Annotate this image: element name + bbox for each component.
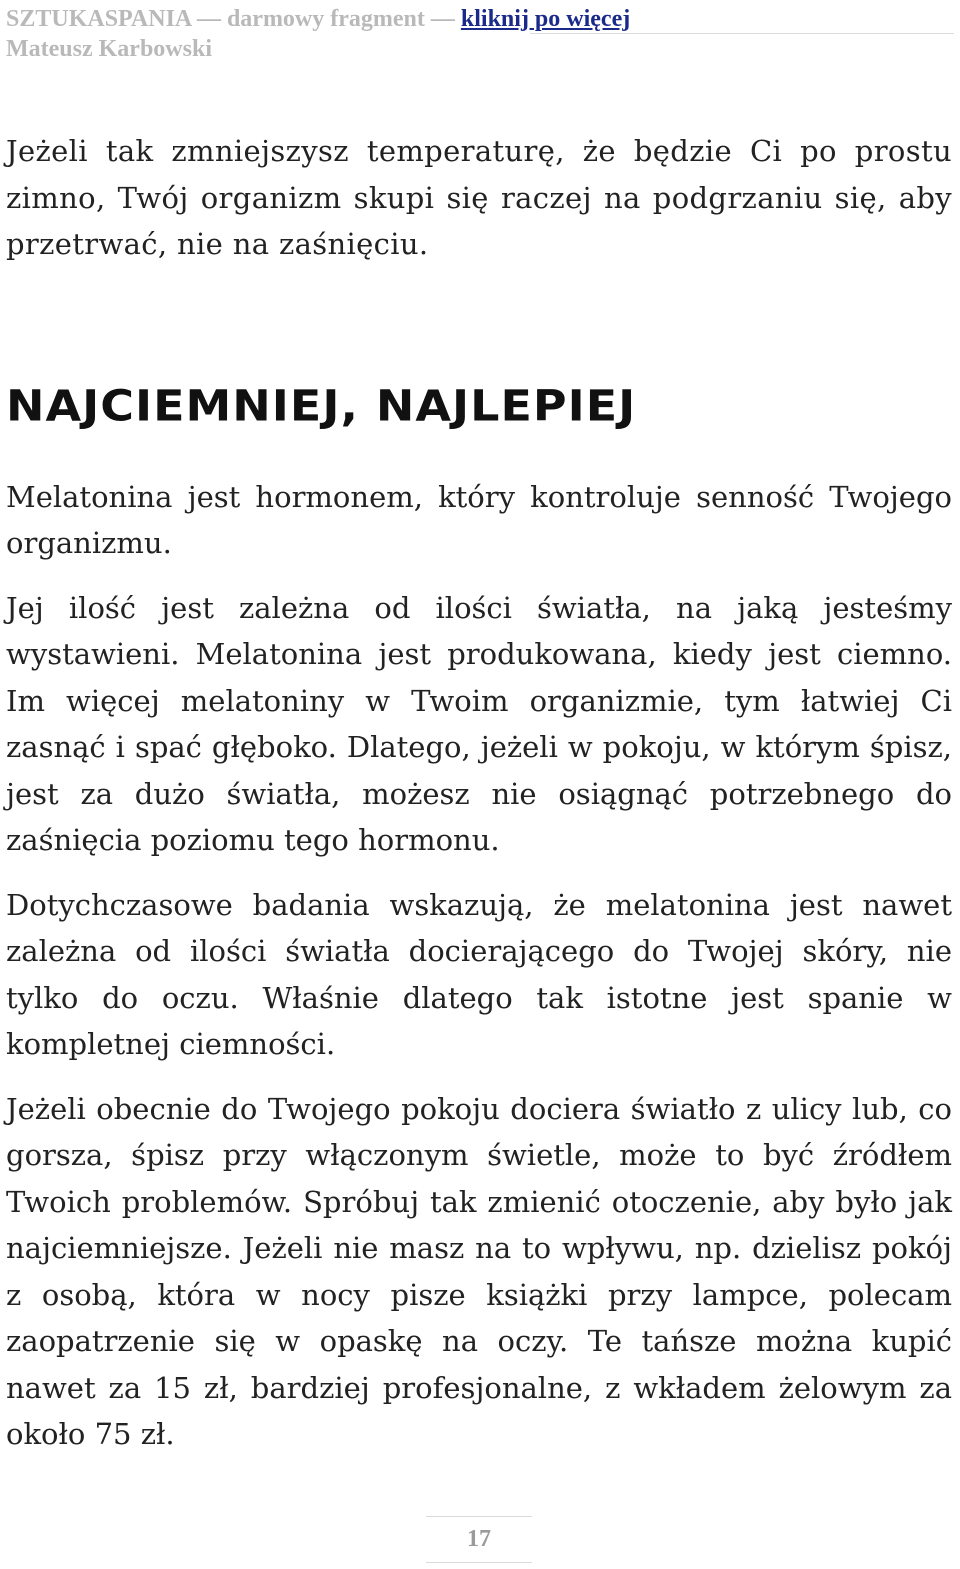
page-number: 17 xyxy=(467,1526,491,1552)
page-content xyxy=(6,128,952,1458)
book-title: SZTUKASPANIA xyxy=(6,6,191,32)
header-divider xyxy=(530,33,954,34)
header-separator: — xyxy=(430,6,455,32)
paragraph: Dotychczasowe badania wskazują, że melatonina jest nawet zależna od ilości światła docierającego do Twojej skóry, nie tylko do oczu. Właśnie dlatego tak istotne jest spanie w kompletnej ciemności. xyxy=(6,887,952,1061)
header-separator: — xyxy=(196,6,221,32)
paragraph: Jeżeli tak zmniejszysz temperaturę, że będzie Ci po prostu zimno, Twój organizm skupi się raczej na podgrzaniu się, aby przetrwać, nie na zaśnięciu. xyxy=(6,134,952,261)
paragraph: Melatonina jest hormonem, który kontroluje senność Twojego organizmu. xyxy=(6,479,952,560)
author-name: Mateusz Karbowski xyxy=(6,36,212,62)
more-link[interactable]: kliknij po więcej xyxy=(460,6,631,32)
header-title-line xyxy=(6,4,954,34)
page-number-top-rule xyxy=(426,1516,532,1517)
page-header xyxy=(6,4,954,64)
paragraph: Jeżeli obecnie do Twojego pokoju dociera światło z ulicy lub, co gorsza, śpisz przy włączonym świetle, może to być źródłem Twoich problemów. Spróbuj tak zmienić otoczenie, aby było jak najciemniejsze. Jeżeli nie masz na to wpływu, np. dzielisz pokój z osobą, która w nocy pisze książki przy lampce, polecam zaopatrzenie się w opaskę na oczy. Te tańsze można kupić nawet za 15 zł, bardziej profesjonalne, z wkładem żelowym za około 75 zł. xyxy=(6,1091,952,1451)
paragraph: Jej ilość jest zależna od ilości światła, na jaką jesteśmy wystawieni. Melatonina jest produkowana, kiedy jest ciemno. Im więcej melatoniny w Twoim organizmie, tym łatwiej Ci zasnąć i spać głęboko. Dlatego, jeżeli w pokoju, w którym śpisz, jest za dużo światła, możesz nie osiągnąć potrzebnego do zaśnięcia poziomu tego hormonu. xyxy=(6,590,952,857)
section-heading: NAJCIEMNIEJ, NAJLEPIEJ xyxy=(6,380,637,431)
page-number-bottom-rule xyxy=(426,1562,532,1563)
header-subtitle: darmowy fragment xyxy=(226,6,425,32)
